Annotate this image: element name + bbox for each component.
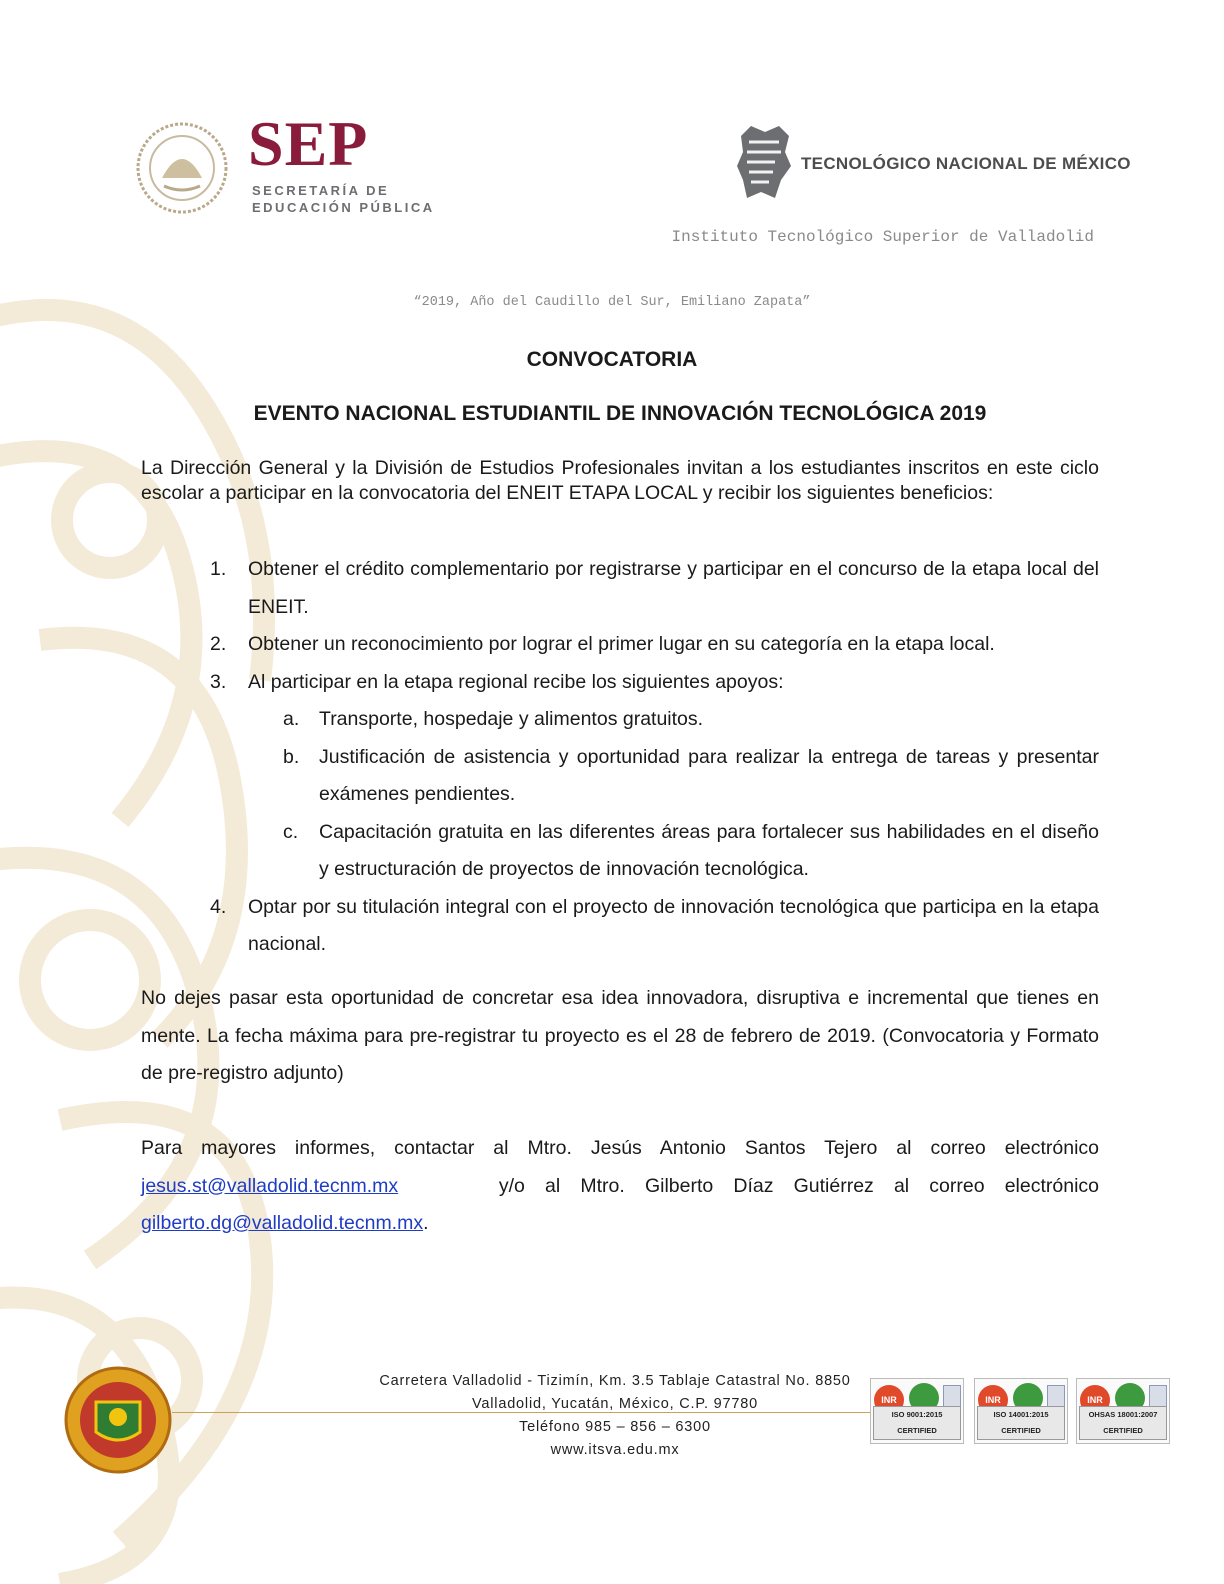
support-item: [141, 739, 1099, 814]
iso-9001-badge: [870, 1378, 964, 1444]
ohsas-18001-badge: [1076, 1378, 1170, 1444]
document-subtitle: EVENTO NACIONAL ESTUDIANTIL DE INNOVACIÓN TECNOLÓGICA 2019: [253, 402, 987, 425]
benefit-number: 1.: [210, 558, 227, 580]
document-title: CONVOCATORIA: [526, 348, 698, 371]
support-letter: b.: [283, 745, 300, 768]
sep-subtitle-line2: EDUCACIÓN PÚBLICA: [252, 200, 435, 215]
benefit-item: [141, 551, 1099, 626]
benefit-text: Optar por su titulación integral con el proyecto de innovación tecnológica que participa en la etapa nacional.: [248, 895, 1099, 955]
year-motto: “2019, Año del Caudillo del Sur, Emiliano Zapata”: [413, 295, 811, 310]
contact-middle: y/o al Mtro. Gilberto Díaz Gutiérrez al correo electrónico: [498, 1174, 1099, 1197]
inr-badge: INR: [874, 1385, 904, 1415]
sep-subtitle-line1: SECRETARÍA DE: [252, 183, 390, 198]
benefit-number: 2.: [210, 633, 227, 655]
benefit-item: [141, 889, 1099, 964]
support-item: [141, 701, 1099, 739]
cert-label: ISO 9001:2015 CERTIFIED: [873, 1406, 961, 1440]
contact-lead: Para mayores informes, contactar al Mtro. Jesús Antonio Santos Tejero al correo electrónico: [141, 1137, 1099, 1159]
support-text: Transporte, hospedaje y alimentos gratuitos.: [319, 708, 704, 730]
benefit-number: 3.: [210, 670, 227, 693]
benefit-item: [141, 664, 1099, 702]
tecnm-name: TECNOLÓGICO NACIONAL DE MÉXICO: [801, 154, 1131, 173]
contact-end: .: [423, 1212, 429, 1234]
benefit-number: 4.: [210, 895, 227, 918]
footer-address: [330, 1370, 900, 1462]
institute-name: Instituto Tecnológico Superior de Valladolid: [671, 228, 1094, 246]
support-letter: a.: [283, 708, 300, 730]
email-link-jesus[interactable]: jesus.st@valladolid.tecnm.mx: [141, 1174, 399, 1197]
support-text: Capacitación gratuita en las diferentes áreas para fortalecer sus habilidades en el diseño y estructuración de proyectos de innovación tecnológica.: [319, 820, 1099, 880]
contact-paragraph: [141, 1130, 1099, 1243]
sep-wordmark: SEP: [248, 108, 369, 179]
benefit-text: Obtener el crédito complementario por registrarse y participar en el concurso de la etapa local del ENEIT.: [248, 558, 1099, 618]
tecnm-logo: [735, 122, 1131, 202]
itsva-seal-icon: [62, 1362, 174, 1478]
benefits-list: [141, 551, 1099, 964]
deadline-paragraph: No dejes pasar esta oportunidad de concretar esa idea innovadora, disruptiva e incremental que tienes en mente. La fecha máxima para pre-registrar tu proyecto es el 28 de febrero de 2019. (Convocatoria y Formato de pre-registro adjunto): [141, 987, 1099, 1084]
iso-14001-badge: [974, 1378, 1068, 1444]
cert-label: ISO 14001:2015 CERTIFIED: [977, 1406, 1065, 1440]
footer-website: www.itsva.edu.mx: [550, 1442, 680, 1458]
certification-badges: [870, 1378, 1170, 1444]
tecnm-gear-eagle-icon: [735, 122, 793, 202]
cert-label: OHSAS 18001:2007 CERTIFIED: [1079, 1406, 1167, 1440]
email-link-gilberto[interactable]: gilberto.dg@valladolid.tecnm.mx: [141, 1212, 424, 1234]
sep-logo: [130, 108, 450, 222]
support-text: Justificación de asistencia y oportunidad para realizar la entrega de tareas y presentar exámenes pendientes.: [319, 745, 1099, 805]
support-item: [141, 814, 1099, 889]
inr-badge: INR: [978, 1385, 1008, 1415]
inr-badge: INR: [1080, 1385, 1110, 1415]
support-letter: c.: [283, 820, 299, 843]
sep-subtitle: [252, 182, 435, 216]
footer-address-line2: Valladolid, Yucatán, México, C.P. 97780: [472, 1396, 758, 1412]
mexico-coat-of-arms-icon: [134, 120, 230, 216]
footer-address-line1: Carretera Valladolid - Tizimín, Km. 3.5 Tablaje Catastral No. 8850: [379, 1373, 851, 1389]
benefit-text: Al participar en la etapa regional recibe los siguientes apoyos:: [248, 670, 784, 693]
intro-paragraph: La Dirección General y la División de Estudios Profesionales invitan a los estudiantes inscritos en este ciclo escolar a participar en la convocatoria del ENEIT ETAPA LOCAL y recibir los siguientes beneficios:: [141, 457, 1099, 504]
benefit-text: Obtener un reconocimiento por lograr el primer lugar en su categoría en la etapa local.: [248, 633, 995, 655]
benefit-item: [141, 626, 1099, 664]
footer-phone: Teléfono 985 – 856 – 6300: [519, 1419, 711, 1435]
